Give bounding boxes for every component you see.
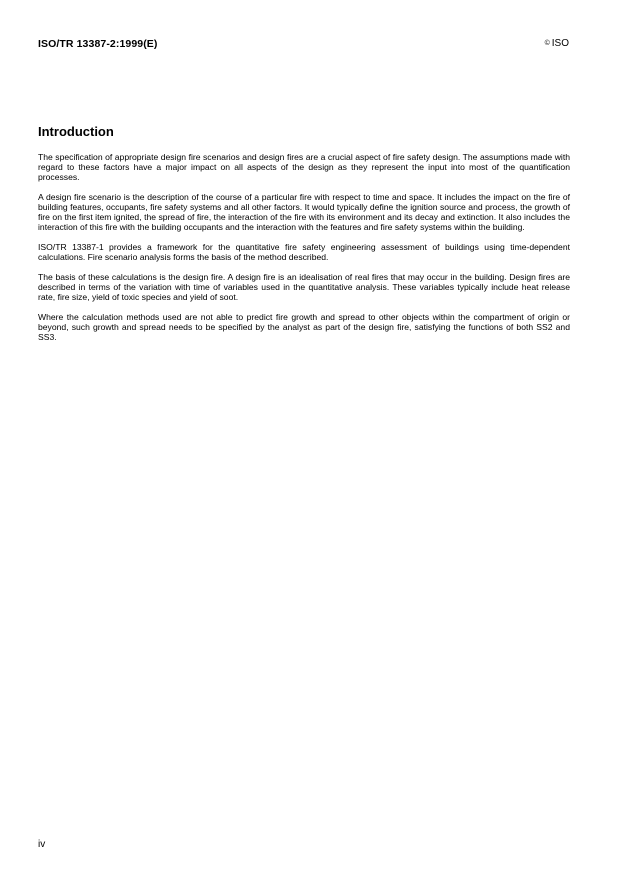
section-title: Introduction <box>38 124 114 139</box>
publisher-name: ISO <box>551 38 569 49</box>
copyright-icon: © <box>544 40 550 47</box>
paragraph-5: Where the calculation methods used are not able to predict fire growth and spread to other objects within the compartment of origin or beyond, such growth and spread needs to be specified by the analyst as part of the design fire, satisfying the functions of both SS2 and SS3. <box>38 312 570 342</box>
paragraph-4: The basis of these calculations is the design fire. A design fire is an idealisation of real fires that may occur in the building. Design fires are described in terms of the variation with time of variables used in the quantitative analysis. These variables typically include heat release rate, fire size, yield of toxic species and yield of soot. <box>38 272 570 302</box>
page-number: iv <box>38 839 46 850</box>
paragraph-3: ISO/TR 13387-1 provides a framework for the quantitative fire safety engineering assessment of buildings using time-dependent calculations. Fire scenario analysis forms the basis of the method described. <box>38 242 570 262</box>
copyright-notice <box>545 38 569 49</box>
paragraph-2: A design fire scenario is the description of the course of a particular fire with respect to time and space. It includes the impact on the fire of building features, occupants, fire safety systems and all other factors. It would typically define the ignition source and process, the growth of fire on the first item ignited, the spread of fire, the interaction of the fire with its environment and its decay and extinction. It also includes the interaction of this fire with the building occupants and the interaction with the features and fire safety systems within the building. <box>38 192 570 232</box>
document-id: ISO/TR 13387-2:1999(E) <box>38 38 158 50</box>
paragraph-1: The specification of appropriate design fire scenarios and design fires are a crucial aspect of fire safety design. The assumptions made with regard to these factors have a major impact on all aspects of the design as they represent the input into most of the quantification processes. <box>38 152 570 182</box>
introduction-body <box>38 152 570 352</box>
